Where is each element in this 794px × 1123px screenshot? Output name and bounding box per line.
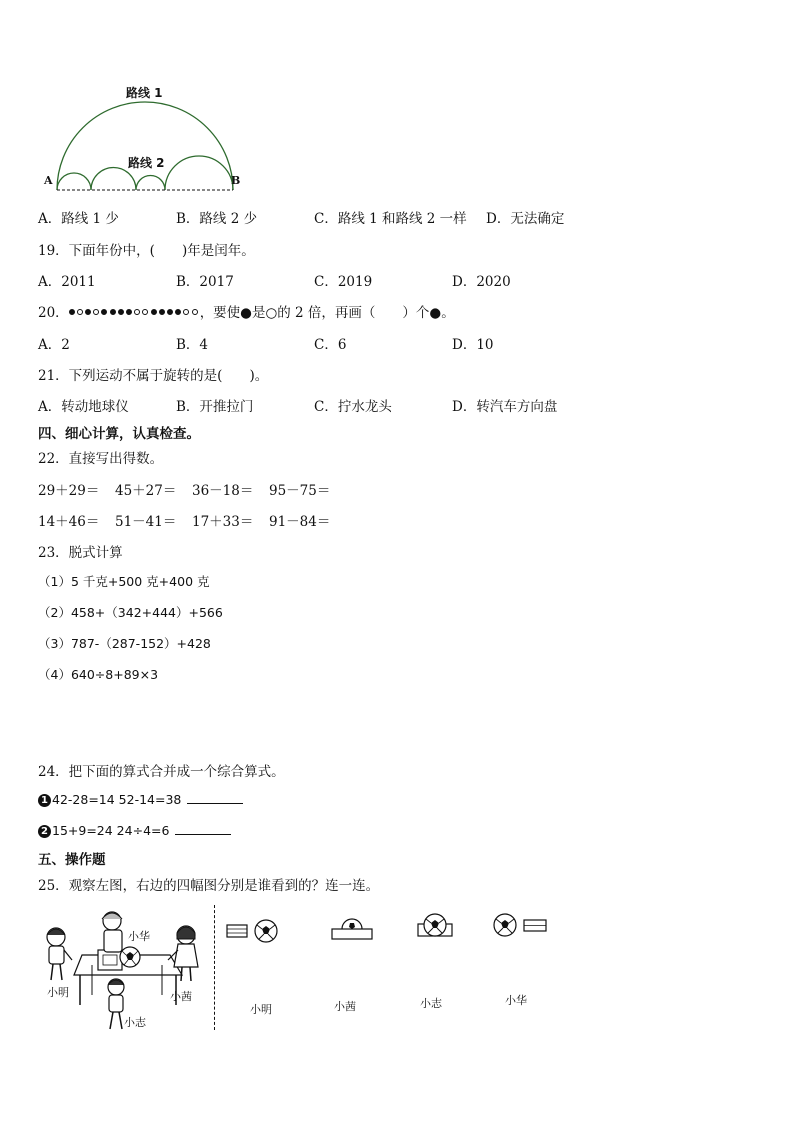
view-label-4: 小华 (505, 994, 527, 1007)
q18-option-c[interactable]: C．路线 1 和路线 2 一样 (314, 211, 467, 227)
filled-dot (110, 309, 116, 315)
route2-arc-1 (57, 173, 91, 190)
q19-option-b[interactable]: B．2017 (176, 274, 234, 290)
q22-eq-3: 36－18＝ (192, 483, 254, 499)
route2-arc-4 (165, 156, 233, 190)
q20-number: 20． (38, 305, 69, 321)
q24-item-1 (38, 791, 243, 807)
q19-stem: 19．下面年份中，( )年是闰年。 (38, 243, 255, 259)
scene-label-xiaohua: 小华 (128, 930, 150, 943)
q24-answer-blank-2[interactable] (175, 822, 231, 835)
q22-eq-6: 51－41＝ (115, 514, 177, 530)
filled-dot (159, 309, 165, 315)
q20-option-b[interactable]: B．4 (176, 337, 209, 353)
hollow-dot (183, 309, 189, 315)
scene-label-xiaoqian: 小茜 (170, 990, 192, 1003)
q24-item-1-text: 42-28=14 52-14=38 (52, 792, 182, 807)
q24-answer-blank-1[interactable] (187, 791, 243, 804)
q20-option-c[interactable]: C．6 (314, 337, 347, 353)
q24-item-2-number: 2 (38, 825, 51, 838)
point-a-label: A (44, 174, 53, 187)
q21-option-d[interactable]: D．转汽车方向盘 (452, 399, 558, 415)
q21-option-b[interactable]: B．开推拉门 (176, 399, 254, 415)
view-1-image[interactable] (226, 918, 281, 946)
dashed-divider (214, 905, 215, 1030)
q18-option-a[interactable]: A．路线 1 少 (38, 211, 119, 227)
q24-item-2 (38, 822, 231, 838)
q21-option-c[interactable]: C．拧水龙头 (314, 399, 392, 415)
route2-label: 路线 2 (128, 156, 165, 170)
hollow-dot (77, 309, 83, 315)
filled-dot (118, 309, 124, 315)
hollow-dot (134, 309, 140, 315)
q20-option-d[interactable]: D．10 (452, 337, 494, 353)
box-on-table (98, 950, 122, 970)
q20-option-a[interactable]: A．2 (38, 337, 70, 353)
q19-option-d[interactable]: D．2020 (452, 274, 511, 290)
q19-option-c[interactable]: C．2019 (314, 274, 373, 290)
hollow-dot (142, 309, 148, 315)
q19-option-a[interactable]: A．2011 (38, 274, 96, 290)
ball-on-table (120, 947, 140, 967)
q18-option-d[interactable]: D．无法确定 (486, 211, 565, 227)
view-3-image[interactable] (416, 912, 456, 942)
view-label-2: 小茜 (334, 1000, 356, 1013)
figure-xiaozhi (108, 979, 124, 1029)
q22-eq-7: 17＋33＝ (192, 514, 254, 530)
q23-item-2: （2）458+（342+444）+566 (38, 605, 223, 620)
view-label-1: 小明 (250, 1003, 272, 1016)
q24-item-2-text: 15+9=24 24÷4=6 (52, 823, 170, 838)
q22-eq-5: 14＋46＝ (38, 514, 100, 530)
filled-dot (85, 309, 91, 315)
filled-dot (69, 309, 75, 315)
q22-eq-2: 45＋27＝ (115, 483, 177, 499)
q20-dot-row (69, 305, 200, 321)
q23-item-4: （4）640÷8+89×3 (38, 667, 159, 682)
view-2-image[interactable] (330, 915, 375, 943)
section5-title: 五、操作题 (38, 852, 106, 868)
q22-eq-4: 95－75＝ (269, 483, 331, 499)
filled-dot (101, 309, 107, 315)
filled-dot (151, 309, 157, 315)
hollow-dot (192, 309, 198, 315)
q21-option-a[interactable]: A．转动地球仪 (38, 399, 129, 415)
q22-stem: 22．直接写出得数。 (38, 451, 164, 467)
filled-dot (167, 309, 173, 315)
q23-stem: 23．脱式计算 (38, 545, 123, 561)
q20-stem-rest: ，要使●是○的 2 倍，再画（ ）个●。 (199, 305, 455, 321)
q24-stem: 24．把下面的算式合并成一个综合算式。 (38, 764, 285, 780)
q22-eq-8: 91－84＝ (269, 514, 331, 530)
q24-item-1-number: 1 (38, 794, 51, 807)
filled-dot (175, 309, 181, 315)
point-b-label: B (231, 174, 241, 187)
route2-arc-3 (136, 176, 165, 191)
hollow-dot (93, 309, 99, 315)
figure-xiaoming (47, 928, 72, 980)
q20-stem (38, 301, 455, 321)
q23-item-1: （1）5 千克+500 克+400 克 (38, 574, 210, 589)
q18-option-b[interactable]: B．路线 2 少 (176, 211, 258, 227)
q22-eq-1: 29＋29＝ (38, 483, 100, 499)
route1-label: 路线 1 (126, 86, 163, 100)
section4-title: 四、细心计算，认真检查。 (38, 426, 200, 442)
view-4-image[interactable] (492, 912, 552, 940)
q21-stem: 21．下列运动不属于旋转的是( )。 (38, 368, 269, 384)
figure-xiaohua (102, 912, 122, 952)
filled-dot (126, 309, 132, 315)
view-label-3: 小志 (420, 997, 442, 1010)
q25-stem: 25．观察左图，右边的四幅图分别是谁看到的？连一连。 (38, 878, 380, 894)
q23-item-3: （3）787-（287-152）+428 (38, 636, 211, 651)
scene-label-xiaozhi: 小志 (124, 1016, 146, 1029)
scene-label-xiaoming: 小明 (47, 986, 69, 999)
